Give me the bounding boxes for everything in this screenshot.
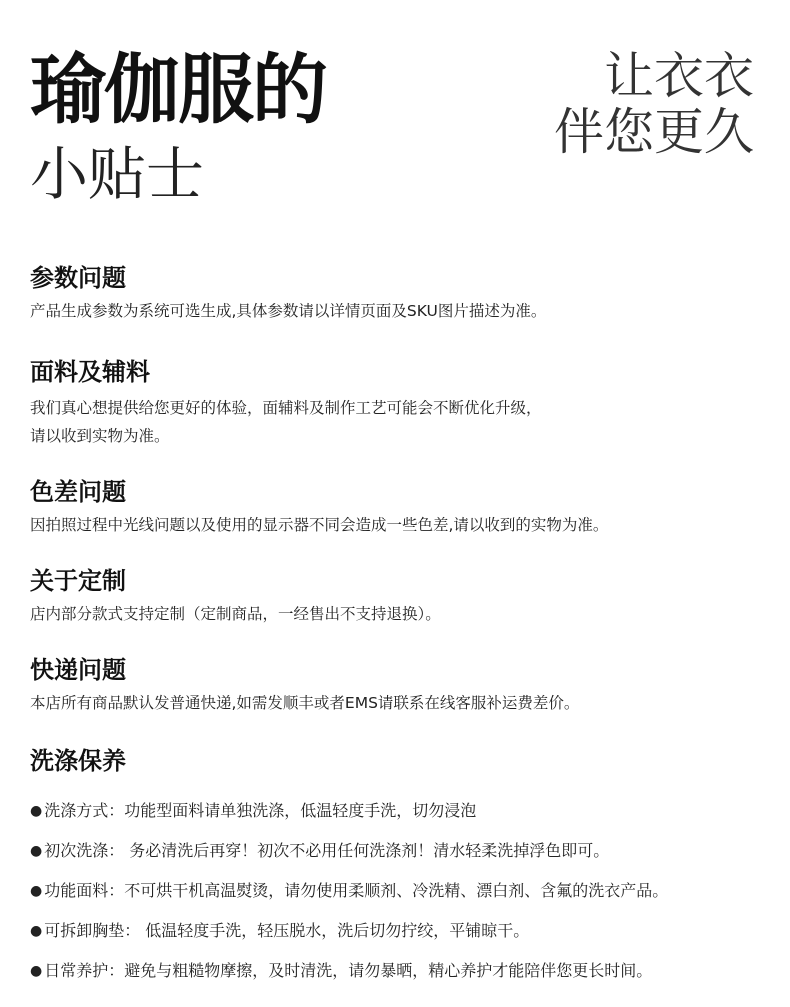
section-fabric [30,356,542,450]
care-item-text: 洗涤方式：功能型面料请单独洗涤，低温轻度手洗，切勿浸泡 [44,801,477,820]
care-item [30,951,668,991]
section-text: 本店所有商品默认发普通快递,如需发顺丰或者EMS请联系在线客服补运费差价。 [30,694,580,712]
care-item-text: 初次洗涤： 务必清洗后再穿！初次不必用任何洗涤剂！清水轻柔洗掉浮色即可。 [44,841,610,860]
care-item-text: 功能面料：不可烘干机高温熨烫，请勿使用柔顺剂、冷洗精、漂白剂、含氟的洗衣产品。 [44,881,669,900]
section-title: 关于定制 [30,567,126,595]
section-body [30,600,441,628]
care-item-text: 日常养护：避免与粗糙物摩擦，及时清洗，请勿暴晒，精心养护才能陪伴您更长时间。 [44,961,653,980]
care-item [30,871,668,911]
section-text: 产品生成参数为系统可选生成,具体参数请以详情页面及SKU图片描述为准。 [30,302,547,320]
section-title: 色差问题 [30,478,126,506]
section-title: 面料及辅料 [30,358,150,386]
section-text: 店内部分款式支持定制（定制商品，一经售出不支持退换）。 [30,605,441,623]
bullet-icon: ● [30,923,43,939]
section-body [30,511,608,539]
section-color-difference [30,476,608,539]
care-list [30,791,668,991]
section-text: 请以收到实物为准。 [30,427,170,445]
section-body [30,297,546,325]
slogan [554,48,754,160]
section-title: 参数问题 [30,264,126,292]
bullet-icon: ● [30,843,43,859]
section-shipping [30,654,579,717]
section-care [30,745,668,1007]
section-parameters [30,262,546,325]
section-customization [30,565,441,628]
care-item [30,791,668,831]
slogan-line-2: 伴您更久 [554,103,754,161]
section-body [30,689,579,717]
page-title: 瑜伽服的 [30,45,326,134]
section-text: 因拍照过程中光线问题以及使用的显示器不同会造成一些色差,请以收到的实物为准。 [30,516,609,534]
care-item [30,911,668,951]
bullet-icon: ● [30,883,43,899]
page-subtitle: 小贴士 [30,140,205,208]
section-title: 洗涤保养 [30,747,126,775]
care-item [30,831,668,871]
section-text: 我们真心想提供给您更好的体验，面辅料及制作工艺可能会不断优化升级， [30,399,542,417]
slogan-line-1: 让衣衣 [604,47,754,105]
section-title: 快递问题 [30,656,126,684]
bullet-icon: ● [30,803,43,819]
section-body [30,394,542,450]
bullet-icon: ● [30,963,43,979]
care-item-text: 可拆卸胸垫： 低温轻度手洗，轻压脱水，洗后切勿拧绞，平铺晾干。 [44,921,530,940]
header [0,0,790,230]
